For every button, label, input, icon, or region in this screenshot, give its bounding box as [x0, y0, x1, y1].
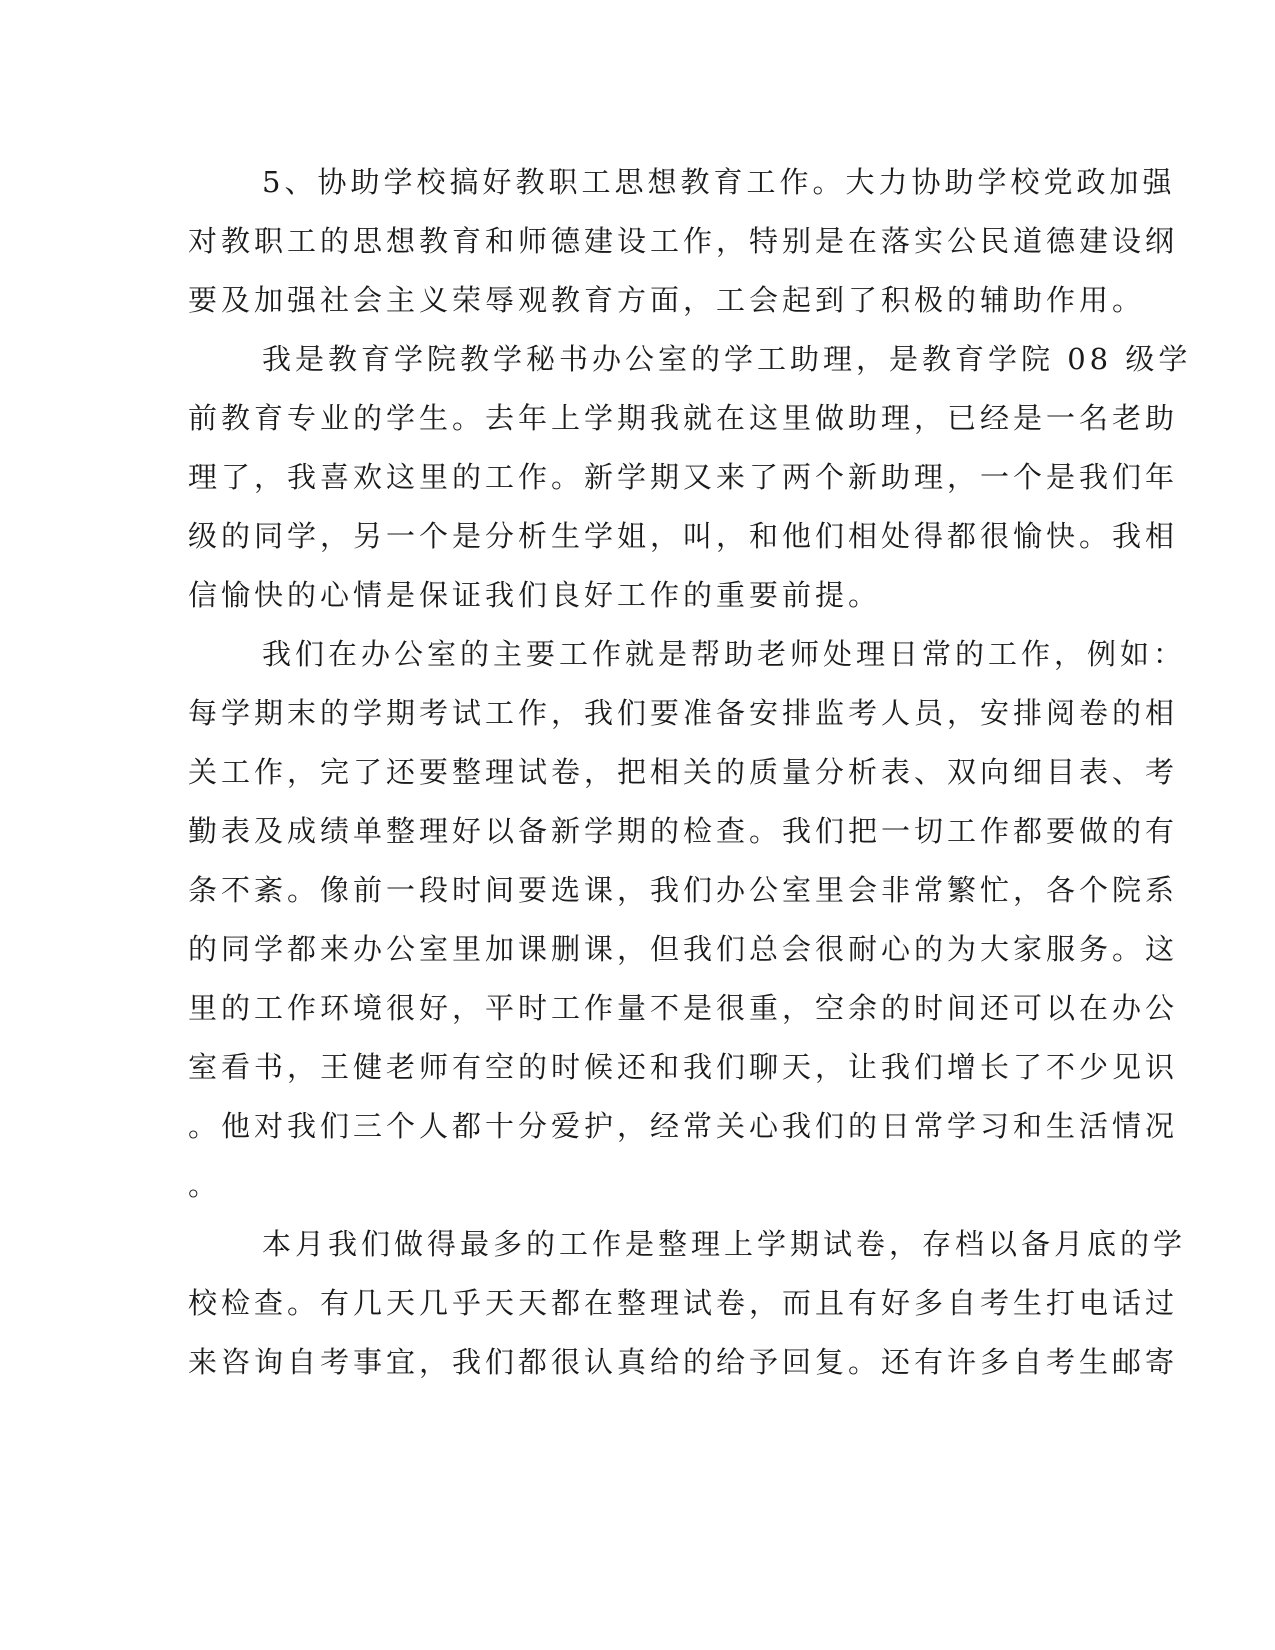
paragraph-2-line-3: 理了，我喜欢这里的工作。新学期又来了两个新助理，一个是我们年 — [188, 460, 1179, 494]
paragraph-3-line-2: 每学期末的学期考试工作，我们要准备安排监考人员，安排阅卷的相 — [188, 696, 1179, 730]
paragraph-4-line-3: 来咨询自考事宜，我们都很认真给的给予回复。还有许多自考生邮寄 — [188, 1345, 1179, 1379]
paragraph-2-line-4: 级的同学，另一个是分析生学姐，叫，和他们相处得都很愉快。我相 — [188, 519, 1179, 553]
paragraph-3-line-8: 室看书，王健老师有空的时候还和我们聊天，让我们增长了不少见识 — [188, 1050, 1179, 1084]
paragraph-4-line-2: 校检查。有几天几乎天天都在整理试卷，而且有好多自考生打电话过 — [188, 1286, 1179, 1320]
paragraph-2-line-1: 我是教育学院教学秘书办公室的学工助理，是教育学院 08 级学 — [262, 342, 1192, 376]
paragraph-3-line-5: 条不紊。像前一段时间要选课，我们办公室里会非常繁忙，各个院系 — [188, 873, 1179, 907]
paragraph-3-line-7: 里的工作环境很好，平时工作量不是很重，空余的时间还可以在办公 — [188, 991, 1179, 1025]
paragraph-1-line-2: 对教职工的思想教育和师德建设工作，特别是在落实公民道德建设纲 — [188, 224, 1179, 258]
paragraph-3-line-3: 关工作，完了还要整理试卷，把相关的质量分析表、双向细目表、考 — [188, 755, 1179, 789]
paragraph-1-line-1: 5、协助学校搞好教职工思想教育工作。大力协助学校党政加强 — [262, 165, 1176, 199]
document-body — [188, 0, 1192, 1650]
paragraph-3-line-4: 勤表及成绩单整理好以备新学期的检查。我们把一切工作都要做的有 — [188, 814, 1179, 848]
paragraph-4-line-1: 本月我们做得最多的工作是整理上学期试卷，存档以备月底的学 — [262, 1227, 1187, 1261]
paragraph-3-line-6: 的同学都来办公室里加课删课，但我们总会很耐心的为大家服务。这 — [188, 932, 1179, 966]
paragraph-3-line-9: 。他对我们三个人都十分爱护，经常关心我们的日常学习和生活情况 — [188, 1109, 1179, 1143]
paragraph-2-line-5: 信愉快的心情是保证我们良好工作的重要前提。 — [188, 578, 882, 612]
paragraph-3-line-10: 。 — [188, 1168, 222, 1202]
paragraph-3-line-1: 我们在办公室的主要工作就是帮助老师处理日常的工作，例如： — [262, 637, 1187, 671]
paragraph-2-line-2: 前教育专业的学生。去年上学期我就在这里做助理，已经是一名老助 — [188, 401, 1179, 435]
paragraph-1-line-3: 要及加强社会主义荣辱观教育方面，工会起到了积极的辅助作用。 — [188, 283, 1146, 317]
